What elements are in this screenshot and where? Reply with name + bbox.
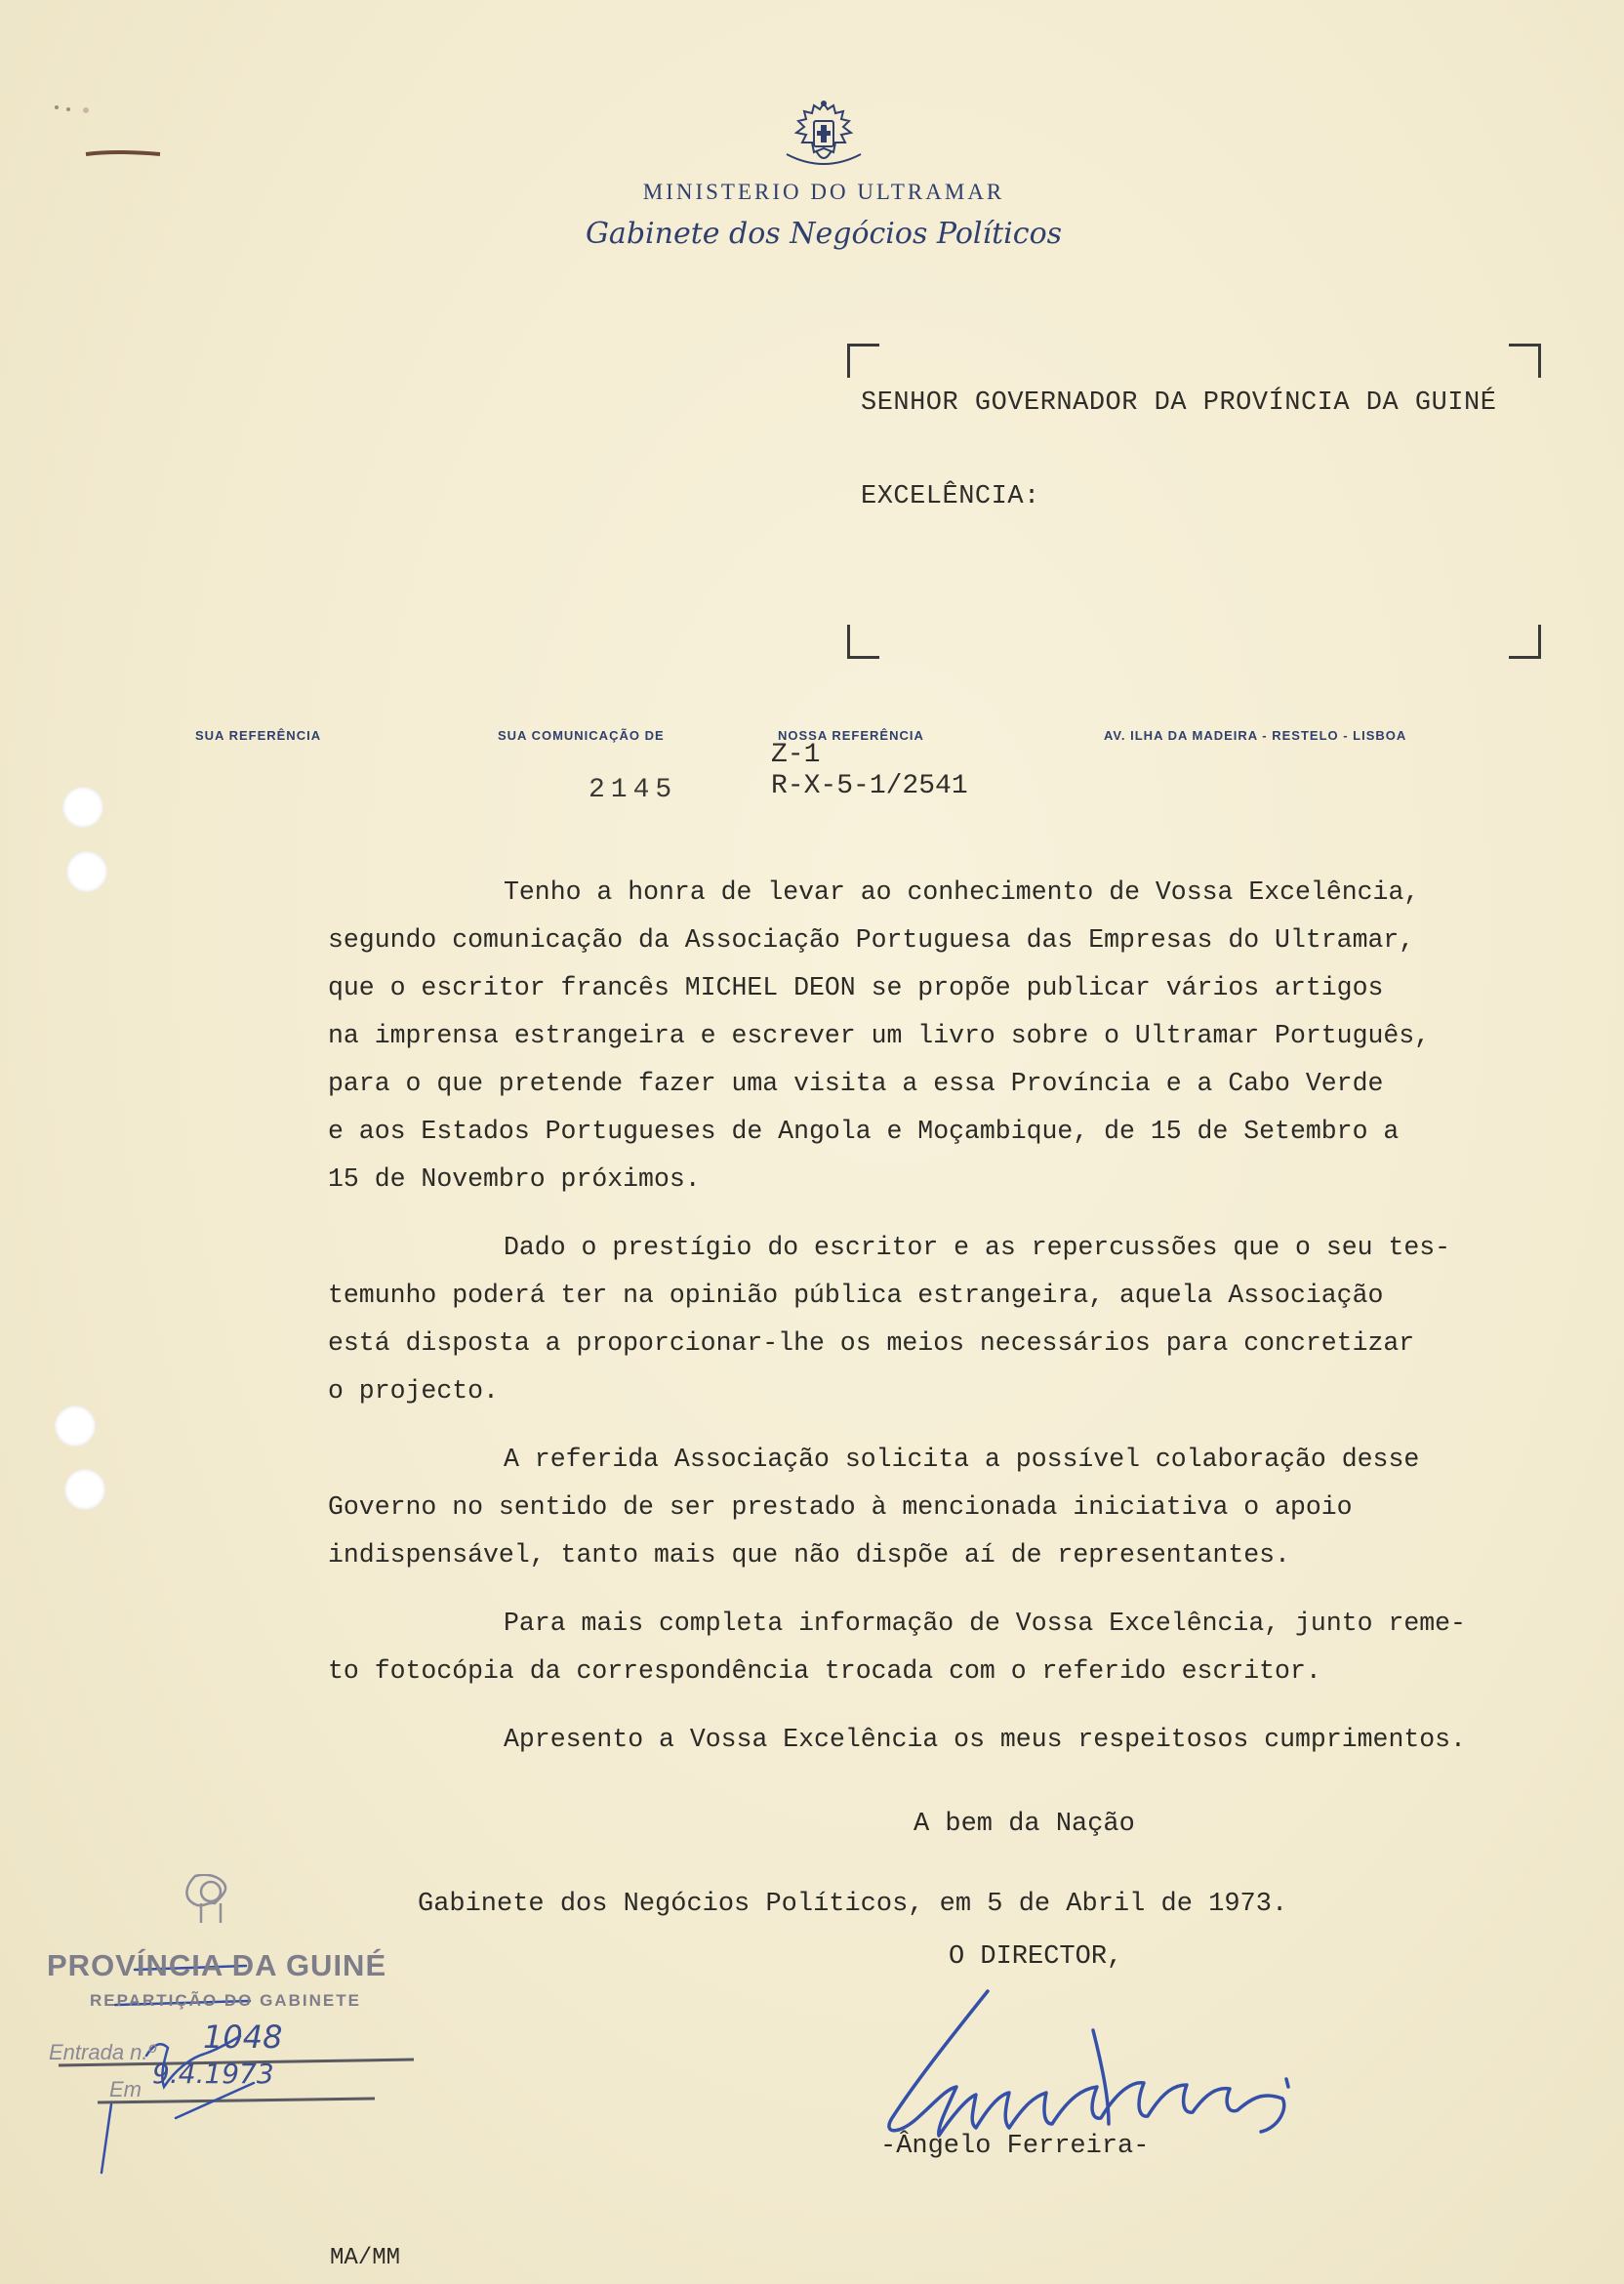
- paragraph-2: [328, 1224, 1597, 1415]
- paragraph-5: [328, 1716, 1597, 1764]
- body-line: para o que pretende fazer uma visita a essa Província e a Cabo Verde: [328, 1069, 1384, 1098]
- cabinet-name: Gabinete dos Negócios Políticos: [585, 217, 1063, 251]
- reference-number: 2145: [589, 775, 678, 805]
- typist-initials: MA/MM: [330, 2245, 401, 2271]
- body-line: Para mais completa informação de Vossa Excelência, junto reme-: [504, 1609, 1466, 1638]
- stamp-date-value: 9.4.1973: [152, 2058, 274, 2090]
- recipient-line: SENHOR GOVERNADOR DA PROVÍNCIA DA GUINÉ: [861, 388, 1497, 418]
- stamp-entry-number: 1048: [203, 2019, 283, 2056]
- address-corner-bottom-left: [847, 625, 879, 659]
- paragraph-3: [328, 1436, 1597, 1579]
- label-address: AV. ILHA DA MADEIRA - RESTELO - LISBOA: [1104, 728, 1407, 743]
- body-line: Apresento a Vossa Excelência os meus respeitosos cumprimentos.: [504, 1725, 1466, 1754]
- stamp-department: REPARTIÇÃO DO GABINETE: [90, 1991, 361, 2010]
- stamp-entry-label: Entrada n.º: [49, 2040, 156, 2064]
- label-nossa-referencia: NOSSA REFERÊNCIA: [778, 728, 924, 743]
- ministry-name: MINISTERIO DO ULTRAMAR: [642, 180, 1005, 204]
- address-corner-top-left: [847, 344, 879, 378]
- punch-hole: [55, 1406, 96, 1447]
- body-line: Governo no sentido de ser prestado à mencionada iniciativa o apoio: [328, 1492, 1353, 1522]
- body-line: indispensável, tanto mais que não dispõe aí de representantes.: [328, 1540, 1290, 1570]
- body-line: está disposta a proporcionar-lhe os meios necessários para concretizar: [328, 1328, 1415, 1358]
- body-line: e aos Estados Portugueses de Angola e Moçambique, de 15 de Setembro a: [328, 1117, 1400, 1146]
- paragraph-1: [328, 869, 1597, 1203]
- date-line: Gabinete dos Negócios Políticos, em 5 de Abril de 1973.: [418, 1890, 1288, 1919]
- body-line: Tenho a honra de levar ao conhecimento de Vossa Excelência,: [504, 877, 1420, 907]
- body-line: temunho poderá ter na opinião pública estrangeira, aquela Associação: [328, 1281, 1384, 1310]
- ink-smudge: [47, 98, 164, 166]
- stamp-province: PROVÍNCIA DA GUINÉ: [47, 1948, 387, 1982]
- letter-body: [328, 869, 1597, 1784]
- body-line: o projecto.: [328, 1376, 499, 1406]
- body-line: 15 de Novembro próximos.: [328, 1164, 701, 1194]
- label-sua-comunicacao: SUA COMUNICAÇÃO DE: [498, 728, 665, 743]
- body-line: to fotocópia da correspondência trocada com o referido escritor.: [328, 1656, 1321, 1686]
- address-corner-bottom-right: [1509, 625, 1541, 659]
- signatory-name: -Ângelo Ferreira-: [880, 2132, 1150, 2161]
- coat-of-arms-icon: [777, 98, 871, 176]
- punch-hole: [64, 1469, 105, 1510]
- closing-salutation: A bem da Nação: [914, 1810, 1135, 1839]
- body-line: que o escritor francês MICHEL DEON se propõe publicar vários artigos: [328, 973, 1384, 1002]
- paragraph-4: [328, 1600, 1597, 1695]
- salutation-line: EXCELÊNCIA:: [861, 482, 1040, 511]
- body-line: A referida Associação solicita a possível colaboração desse: [504, 1445, 1420, 1474]
- address-corner-top-right: [1509, 344, 1541, 378]
- body-line: Dado o prestígio do escritor e as repercussões que o seu tes-: [504, 1233, 1451, 1262]
- signatory-title: O DIRECTOR,: [949, 1942, 1123, 1972]
- stamp-date-label: Em: [109, 2077, 142, 2101]
- reference-zone: Z-1: [771, 740, 821, 770]
- reference-code: R-X-5-1/2541: [771, 771, 968, 801]
- punch-hole: [62, 787, 103, 828]
- label-sua-referencia: SUA REFERÊNCIA: [195, 728, 322, 743]
- body-line: segundo comunicação da Associação Portuguesa das Empresas do Ultramar,: [328, 925, 1415, 955]
- punch-hole: [66, 851, 107, 892]
- body-line: na imprensa estrangeira e escrever um livro sobre o Ultramar Português,: [328, 1021, 1431, 1050]
